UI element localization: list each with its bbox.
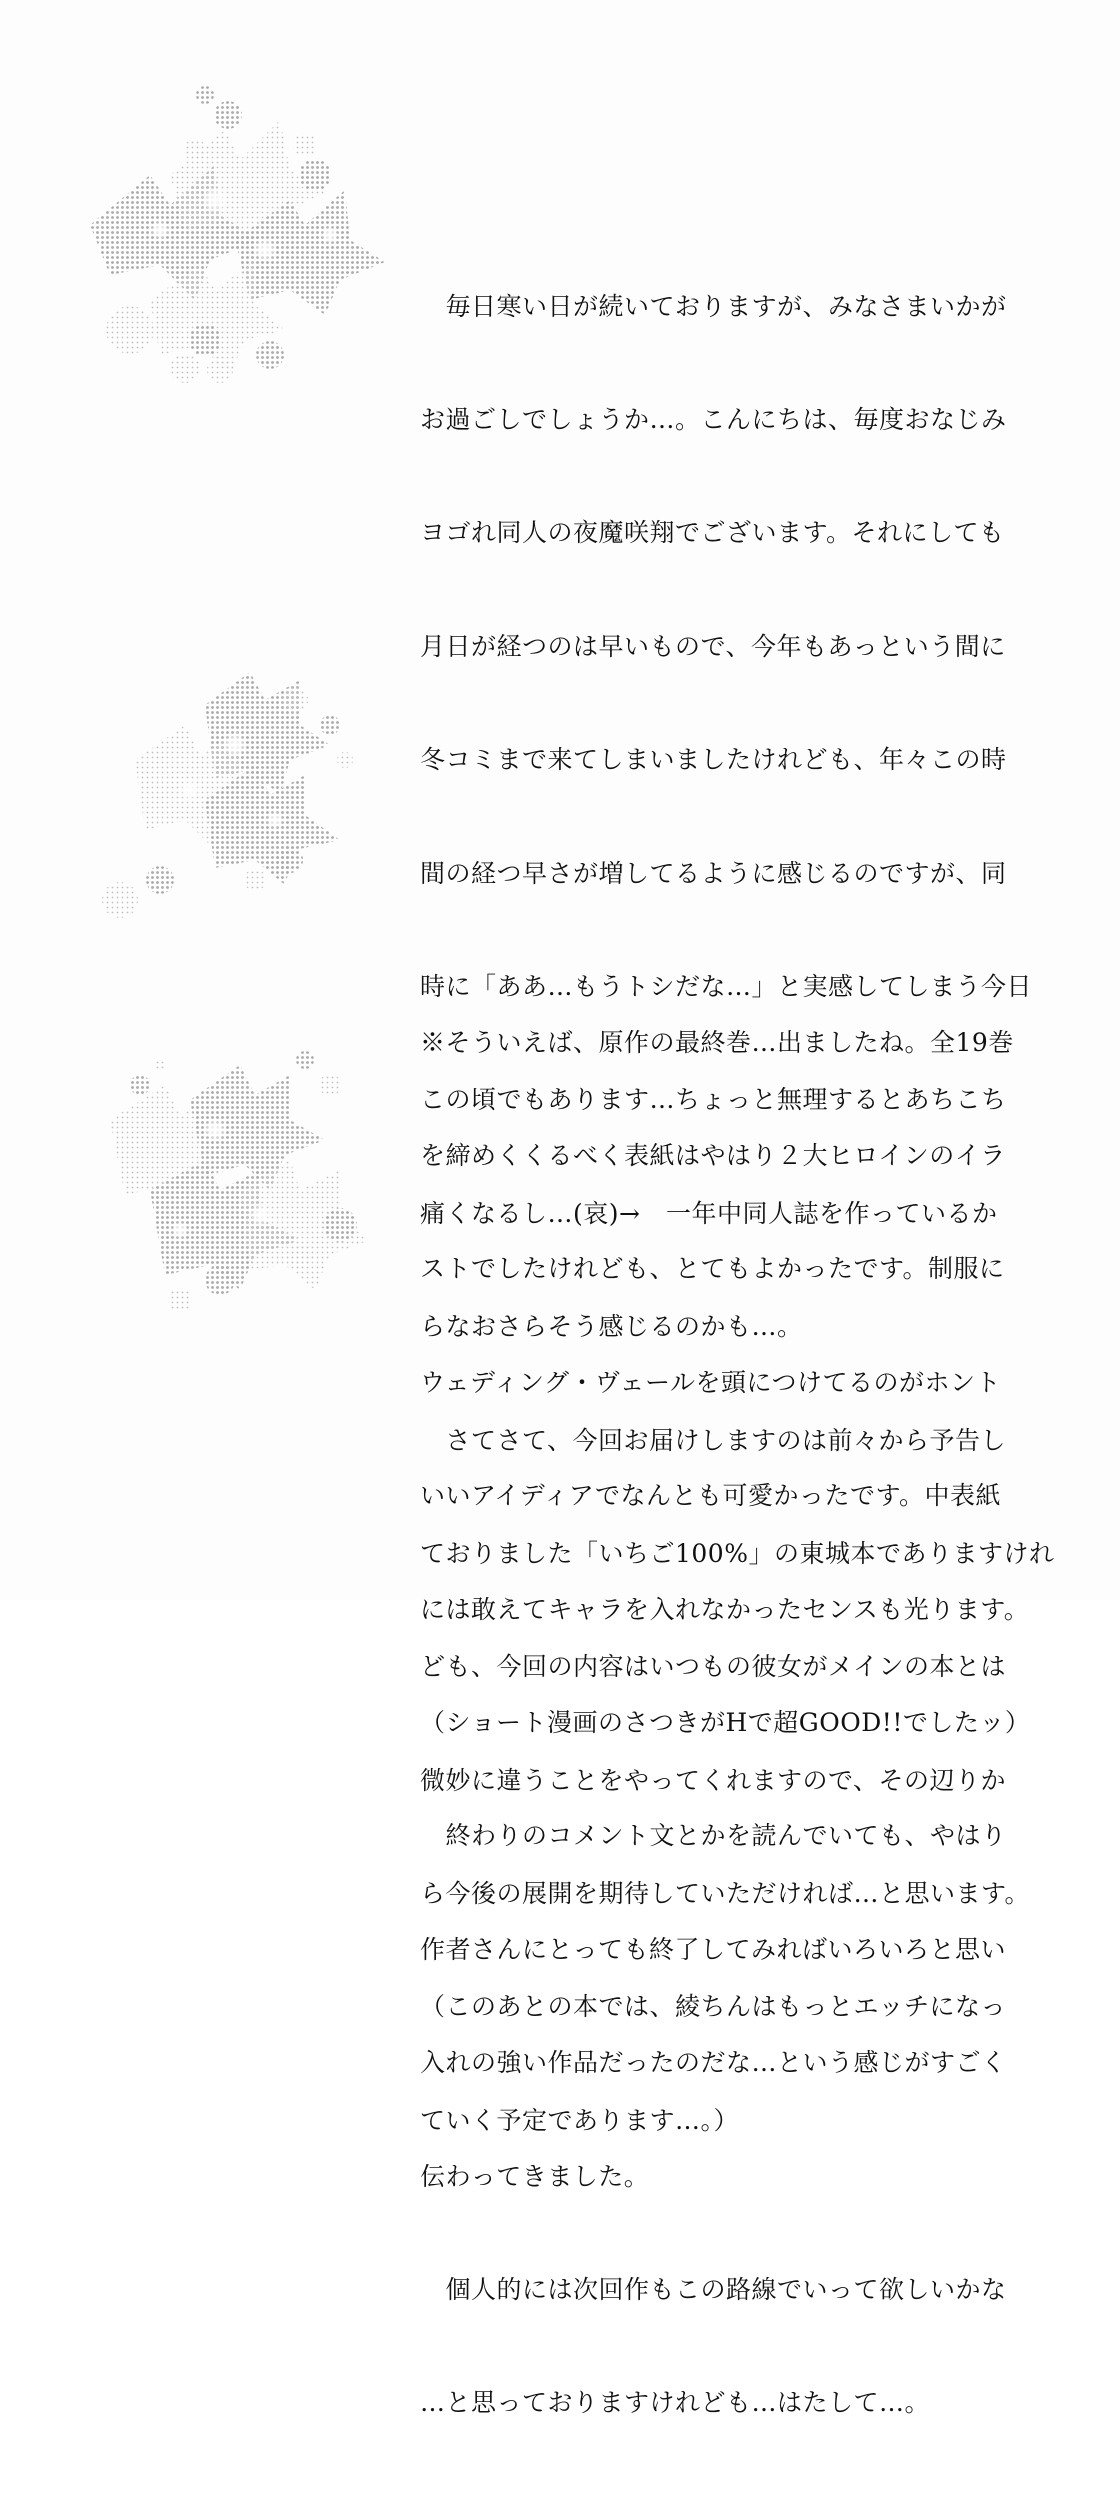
text-line: ておりました「いちご100%」の東城本でありますけれ — [420, 1538, 1055, 1568]
flower-cluster-icon — [110, 1051, 370, 1312]
text-line: いいアイディアでなんとも可愛かったです。中表紙 — [420, 1481, 1002, 1511]
text-line: には敢えてキャラを入れなかったセンスも光ります。 — [420, 1594, 1030, 1624]
text-line: ヨゴれ同人の夜魔咲翔でございます。それにしても — [420, 518, 1005, 548]
text-line: お過ごしでしょうか…。こんにちは、毎度おなじみ — [420, 404, 1007, 434]
text-line: この頃でもあります…ちょっと無理するとあちこち — [420, 1085, 1007, 1115]
text-line: （このあとの本では、綾ちんはもっとエッチになっ — [420, 1992, 1007, 2022]
text-line: （ショート漫画のさつきがHで超GOOD!!でしたッ） — [420, 1707, 1031, 1737]
text-line: 冬コミまで来てしまいましたけれども、年々この時 — [420, 745, 1007, 775]
text-line: らなおさらそう感じるのかも…。 — [420, 1312, 803, 1342]
text-line: 時に「ああ…もうトシだな…」と実感してしまう今日 — [420, 971, 1033, 1001]
text-line: 月日が経つのは早いもので、今年もあっという間に — [420, 631, 1006, 661]
text-line: 毎日寒い日が続いておりますが、みなさまいかが — [420, 291, 1007, 321]
text-line: 終わりのコメント文とかを読んでいても、やはり — [420, 1821, 1007, 1851]
text-line: 伝わってきました。 — [420, 2161, 650, 2191]
text-line: ども、今回の内容はいつもの彼女がメインの本とは — [420, 1652, 1007, 1682]
text-line: 間の経つ早さが増してるように感じるのですが、同 — [420, 858, 1007, 888]
text-line: 痛くなるし…(哀)→ 一年中同人誌を作っているか — [420, 1198, 998, 1228]
text-line: 作者さんにとっても終了してみればいろいろと思い — [420, 1934, 1007, 1964]
text-line: ストでしたけれども、とてもよかったです。制服に — [420, 1254, 1005, 1284]
text-line: を締めくくるべく表紙はやはり２大ヒロインのイラ — [420, 1140, 1006, 1170]
text-line: 入れの強い作品だったのだな…という感じがすごく — [420, 2048, 1007, 2078]
text-line: ウェディング・ヴェールを頭につけてるのがホント — [420, 1367, 1002, 1397]
flower-cluster-icon — [90, 86, 385, 383]
flower-cluster-icon — [102, 672, 353, 918]
text-block-postscript — [420, 948, 1055, 2498]
text-line: さてさて、今回お届けしますのは前々から予告し — [420, 1425, 1007, 1455]
text-line: …と思っておりますけれども…はたして…。 — [420, 2388, 931, 2418]
text-line: ていく予定であります…。） — [420, 2105, 740, 2135]
text-line: 微妙に違うことをやってくれますので、その辺りか — [420, 1765, 1007, 1795]
text-line: ら今後の展開を期待していただければ…と思います。 — [420, 1879, 1031, 1909]
text-line: 個人的には次回作もこの路線でいって欲しいかな — [420, 2274, 1007, 2304]
text-line: ※そういえば、原作の最終巻…出ましたね。全19巻 — [420, 1027, 1014, 1057]
